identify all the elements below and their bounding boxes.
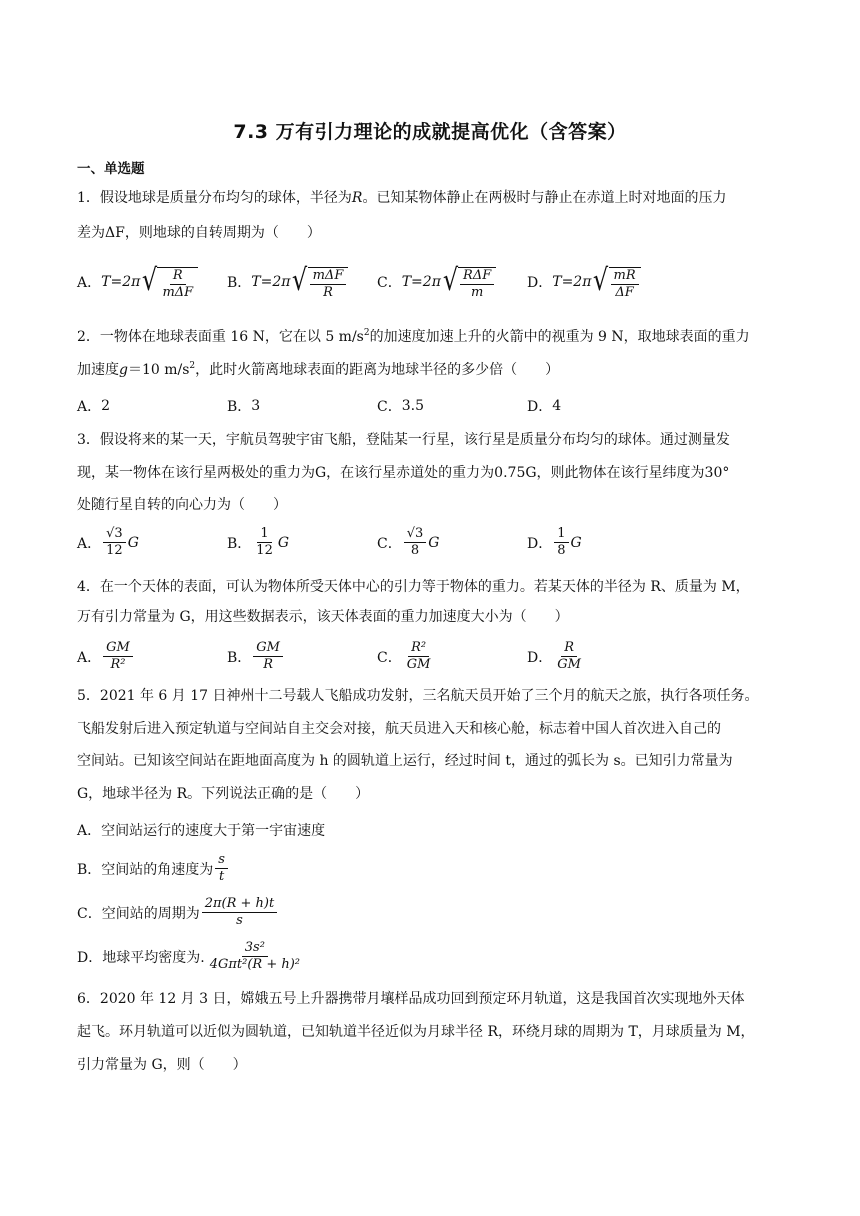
q1-option-b[interactable]: B． T=2π √ $\frac{\text{mΔF}}{R}$ <box>227 262 348 301</box>
q4-line-2: 万有引力常量为 G，用这些数据表示，该天体表面的重力加速度大小为（ ） <box>77 609 569 625</box>
q2-option-a[interactable]: A． 2 <box>77 398 111 415</box>
q5-line-3: 空间站。已知该空间站在距地面高度为 h 的圆轨道上运行，经过时间 t，通过的弧长为 s。已知引力常量为 <box>77 753 733 769</box>
q5-line-2: 飞船发射后进入预定轨道与空间站自主交会对接，航天员进入天和核心舱，标志着中国人首次进入自己的 <box>77 721 721 737</box>
q6-line-3: 引力常量为 G，则（ ） <box>77 1057 247 1073</box>
q3-line-3: 处随行星自转的向心力为（ ） <box>77 497 287 513</box>
q5-option-c[interactable]: C．空间站的周期为 $\frac{2\pi(R + h)t}{s}$ <box>77 896 279 929</box>
q1-line-2: 差为ΔF，则地球的自转周期为（ ） <box>77 225 321 241</box>
q4-line-1: 4．在一个天体的表面，可认为物体所受天体中心的引力等于物体的重力。若某天体的半径为 R、质量为 M， <box>77 579 750 595</box>
q1-option-a[interactable]: A． T=2π √ $\frac{R}{\text{mΔF}}$ <box>77 262 198 301</box>
q5-line-4: G，地球半径为 R。下列说法正确的是（ ） <box>77 786 370 802</box>
q1-option-c[interactable]: C． T=2π √ $\frac{\text{RΔF}}{m}$ <box>377 262 496 301</box>
q1-line-1: 1．假设地球是质量分布均匀的球体，半径为R。已知某物体静止在两极时与静止在赤道上时对地面的压力 <box>77 190 727 206</box>
q2-option-c[interactable]: C． 3.5 <box>377 398 424 415</box>
q3-option-b[interactable]: B． $\frac{1}{12}$ G <box>227 526 290 558</box>
sqrt-symbol: √ $\frac{\text{RΔF}}{m}$ <box>441 262 496 301</box>
q4-option-a[interactable]: A． $\frac{GM}{\text{R²}}$ <box>77 640 135 673</box>
sqrt-symbol: √ $\frac{R}{\text{mΔF}}$ <box>140 262 198 301</box>
q2-line-1: 2．一物体在地球表面重 16 N，它在以 5 $m/s^2$的加速度加速上升的火箭中的视重为 9 N，取地球表面的重力 <box>77 328 750 345</box>
q5-option-a[interactable]: A．空间站运行的速度大于第一宇宙速度 <box>77 823 326 839</box>
q5-line-1: 5．2021 年 6 月 17 日神州十二号载人飞船成功发射，三名航天员开始了三个月的航天之旅，执行各项任务。 <box>77 688 759 704</box>
q6-line-2: 起飞。环月轨道可以近似为圆轨道，已知轨道半径近似为月球半径 R，环绕月球的周期为 T，月球质量为 M， <box>77 1024 755 1040</box>
q4-option-b[interactable]: B． $\frac{GM}{R}$ <box>227 640 285 673</box>
q4-option-c[interactable]: C． $\frac{\text{R²}}{GM}$ <box>377 640 431 672</box>
q5-option-b[interactable]: B．空间站的角速度为 $\frac{s}{t}$ <box>77 852 230 885</box>
q3-line-1: 3．假设将来的某一天，宇航员驾驶宇宙飞船，登陆某一行星，该行星是质量分布均匀的球体。通过测量发 <box>77 432 730 448</box>
sqrt-symbol: √ $\frac{mR}{\Delta F}$ <box>591 262 640 301</box>
q3-option-c[interactable]: C． $\frac{√3}{8}$ G <box>377 526 440 558</box>
q1-option-d[interactable]: D． T=2π √ $\frac{mR}{\Delta F}$ <box>527 262 641 301</box>
q3-option-d[interactable]: D． $\frac{1}{8}$ G <box>527 526 582 558</box>
q2-option-d[interactable]: D． 4 <box>527 398 562 415</box>
section-heading: 一、单选题 <box>77 161 145 177</box>
q2-option-b[interactable]: B． 3 <box>227 398 261 415</box>
q3-line-2: 现，某一物体在该行星两极处的重力为G，在该行星赤道处的重力为0.75G，则此物体在该行星纬度为30° <box>77 465 730 481</box>
page-title: 7.3 万有引力理论的成就提高优化（含答案） <box>233 121 627 143</box>
q3-option-a[interactable]: A． $\frac{√3}{12}$ G <box>77 526 139 558</box>
q2-line-2: 加速度g＝10 $m/s^2$，此时火箭离地球表面的距离为地球半径的多少倍（ ） <box>77 361 560 378</box>
sqrt-symbol: √ $\frac{\text{mΔF}}{R}$ <box>290 262 348 301</box>
q4-option-d[interactable]: D． $\frac{R}{GM}$ <box>527 640 581 672</box>
q5-option-d[interactable]: D．地球平均密度为. $\frac{\text{3s²}}{\text{4Gπt²(R + h)²}}$ <box>77 940 300 972</box>
q6-line-1: 6．2020 年 12 月 3 日，嫦娥五号上升器携带月壤样品成功回到预定环月轨道，这是我国首次实现地外天体 <box>77 991 745 1007</box>
